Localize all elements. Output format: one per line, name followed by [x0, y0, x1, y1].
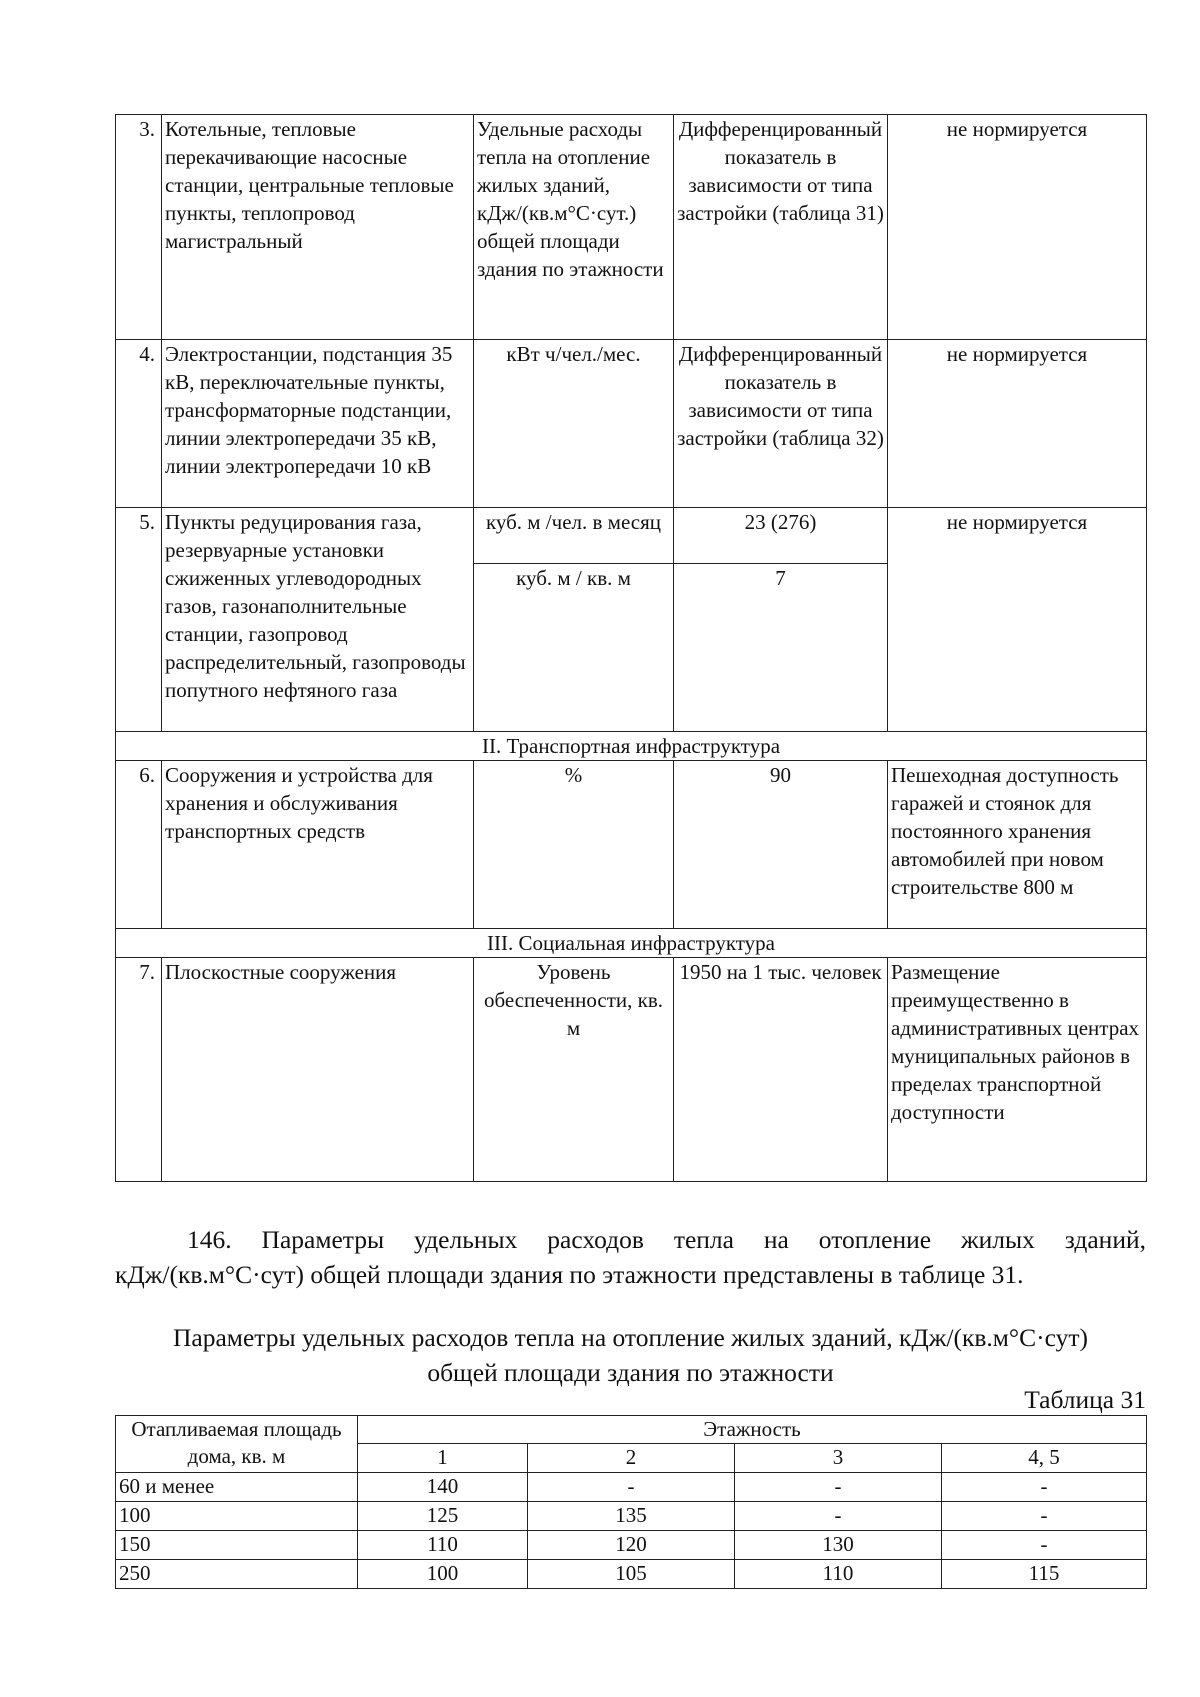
- table-row: [116, 340, 1147, 508]
- value-cell: 120: [528, 1531, 735, 1560]
- section-row: [116, 929, 1147, 958]
- value-cell: 100: [358, 1560, 528, 1589]
- unit-cell: кВт ч/чел./мес.: [474, 340, 674, 508]
- table-row: [116, 115, 1147, 340]
- area-header: Отапливаемая площадь дома, кв. м: [116, 1416, 358, 1473]
- value-cell: 90: [674, 761, 888, 929]
- heat-consumption-table: [115, 1415, 1147, 1589]
- value-cell: 125: [358, 1502, 528, 1531]
- table-number: Таблица 31: [1024, 1385, 1146, 1414]
- object-name: Пункты редуцирования газа, резервуарные установки сжиженных углеводородных газов, газонаполнительные станции, газопровод распределительный, газопроводы попутного нефтяного газа: [162, 508, 474, 732]
- value-cell: 135: [528, 1502, 735, 1531]
- table-row: [116, 1560, 1147, 1589]
- unit-cell: Уровень обеспеченности, кв. м: [474, 958, 674, 1182]
- value-cell: 7: [674, 564, 888, 732]
- row-number: 6.: [116, 761, 162, 929]
- value-cell: 110: [735, 1560, 942, 1589]
- note-cell: Размещение преимущественно в административных центрах муниципальных районов в пределах транспортной доступности: [888, 958, 1147, 1182]
- value-cell: 140: [358, 1473, 528, 1502]
- paragraph-146: [115, 1222, 1146, 1292]
- paragraph-line: кДж/(кв.м°С·сут) общей площади здания по этажности представлены в таблице 31.: [115, 1260, 1024, 1289]
- section-heading: II. Транспортная инфраструктура: [116, 732, 1147, 761]
- floor-header: 2: [528, 1444, 735, 1473]
- object-name: Электростанции, подстанция 35 кВ, переключательные пункты, трансформаторные подстанции, линии электропередачи 35 кВ, линии электропередачи 10 кВ: [162, 340, 474, 508]
- object-name: Котельные, тепловые перекачивающие насосные станции, центральные тепловые пункты, теплопровод магистральный: [162, 115, 474, 340]
- floor-header: 1: [358, 1444, 528, 1473]
- table-row: [116, 1531, 1147, 1560]
- note-cell: не нормируется: [888, 115, 1147, 340]
- table-caption: [115, 1320, 1146, 1390]
- caption-line: общей площади здания по этажности: [427, 1358, 834, 1387]
- caption-line: Параметры удельных расходов тепла на отопление жилых зданий, кДж/(кв.м°С·сут): [173, 1323, 1088, 1352]
- value-cell: 23 (276): [674, 508, 888, 564]
- table-row: [116, 958, 1147, 1182]
- value-cell: -: [942, 1473, 1147, 1502]
- value-cell: 110: [358, 1531, 528, 1560]
- area-cell: 100: [116, 1502, 358, 1531]
- header-row: [116, 1416, 1147, 1444]
- value-cell: Дифференцированный показатель в зависимости от типа застройки (таблица 32): [674, 340, 888, 508]
- value-cell: -: [735, 1473, 942, 1502]
- note-cell: Пешеходная доступность гаражей и стоянок для постоянного хранения автомобилей при новом строительстве 800 м: [888, 761, 1147, 929]
- floor-header: 3: [735, 1444, 942, 1473]
- unit-cell: %: [474, 761, 674, 929]
- object-name: Плоскостные сооружения: [162, 958, 474, 1182]
- unit-cell: куб. м /чел. в месяц: [474, 508, 674, 564]
- value-cell: 115: [942, 1560, 1147, 1589]
- area-cell: 150: [116, 1531, 358, 1560]
- value-cell: -: [942, 1531, 1147, 1560]
- area-cell: 250: [116, 1560, 358, 1589]
- table-row: [116, 508, 1147, 564]
- table-row: [116, 1502, 1147, 1531]
- floor-header: 4, 5: [942, 1444, 1147, 1473]
- value-cell: -: [942, 1502, 1147, 1531]
- section-heading: III. Социальная инфраструктура: [116, 929, 1147, 958]
- infrastructure-table: [115, 114, 1147, 1182]
- value-cell: -: [735, 1502, 942, 1531]
- unit-cell: куб. м / кв. м: [474, 564, 674, 732]
- value-cell: -: [528, 1473, 735, 1502]
- floors-header: Этажность: [358, 1416, 1147, 1444]
- row-number: 7.: [116, 958, 162, 1182]
- row-number: 5.: [116, 508, 162, 732]
- table-row: [116, 761, 1147, 929]
- note-cell: не нормируется: [888, 340, 1147, 508]
- unit-cell: Удельные расходы тепла на отопление жилых зданий, кДж/(кв.м°С·сут.) общей площади здания по этажности: [474, 115, 674, 340]
- row-number: 3.: [116, 115, 162, 340]
- value-cell: 1950 на 1 тыс. человек: [674, 958, 888, 1182]
- value-cell: Дифференцированный показатель в зависимости от типа застройки (таблица 31): [674, 115, 888, 340]
- value-cell: 105: [528, 1560, 735, 1589]
- row-number: 4.: [116, 340, 162, 508]
- paragraph-line: 146. Параметры удельных расходов тепла на отопление жилых зданий,: [187, 1225, 1146, 1254]
- area-cell: 60 и менее: [116, 1473, 358, 1502]
- table-row: [116, 1473, 1147, 1502]
- value-cell: 130: [735, 1531, 942, 1560]
- note-cell: не нормируется: [888, 508, 1147, 732]
- object-name: Сооружения и устройства для хранения и обслуживания транспортных средств: [162, 761, 474, 929]
- section-row: [116, 732, 1147, 761]
